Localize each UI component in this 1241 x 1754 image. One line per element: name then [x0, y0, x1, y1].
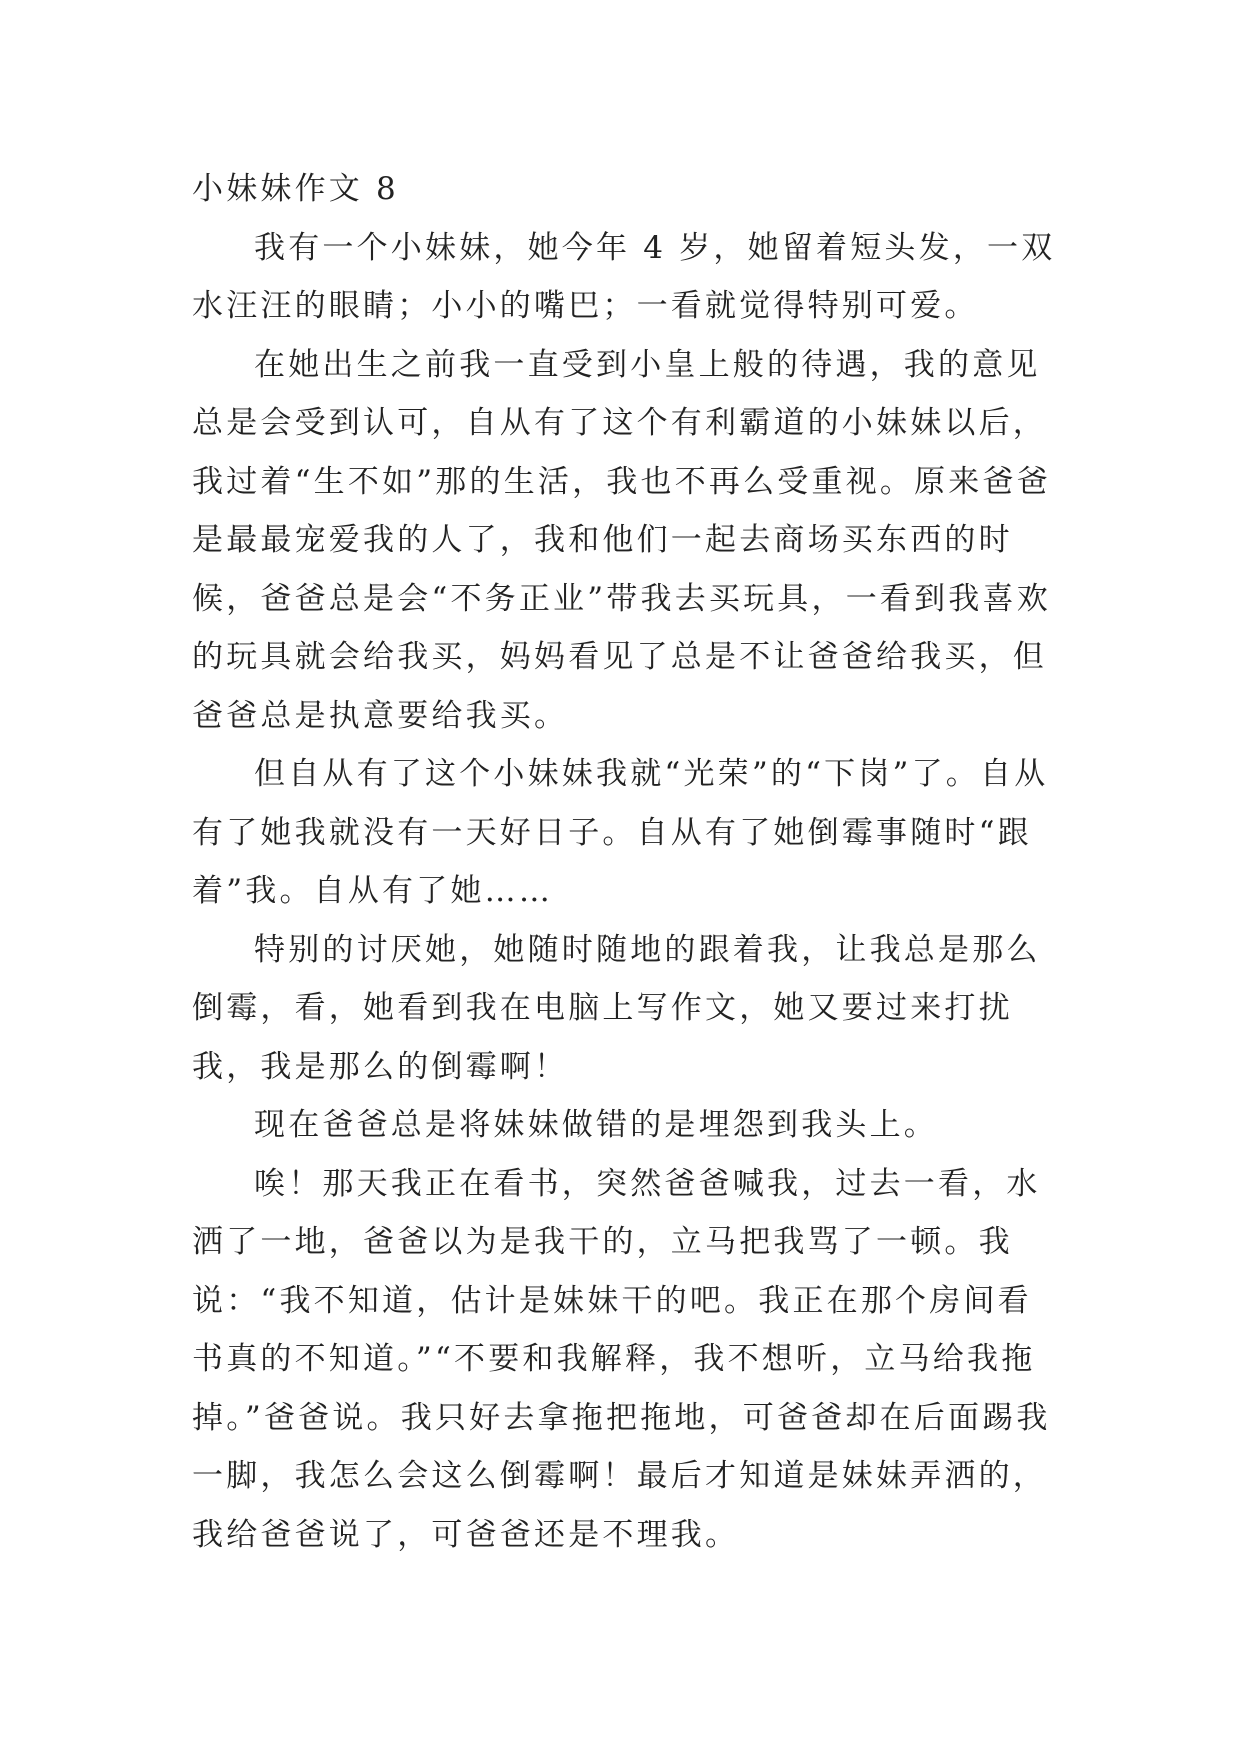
paragraph-6: 唉！那天我正在看书，突然爸爸喊我，过去一看，水洒了一地，爸爸以为是我干的，立马把我骂了一顿。我说：“我不知道，估计是妹妹干的吧。我正在那个房间看书真的不知道。”“不要和我解释，我不想听，立马给我拖掉。”爸爸说。我只好去拿拖把拖地，可爸爸却在后面踢我一脚，我怎么会这么倒霉啊！最后才知道是妹妹弄洒的，我给爸爸说了，可爸爸还是不理我。: [192, 1165, 1051, 1553]
paragraph-3: 但自从有了这个小妹妹我就“光荣”的“下岗”了。自从有了她我就没有一天好日子。自从有了她倒霉事随时“跟着”我。自从有了她……: [192, 756, 1049, 909]
paragraph-1: 我有一个小妹妹，她今年 4 岁，她留着短头发，一双水汪汪的眼睛；小小的嘴巴；一看就觉得特别可爱。: [192, 229, 1056, 324]
document-title: 小妹妹作文 8: [192, 171, 399, 207]
document-body: [192, 160, 1062, 1564]
paragraph-4: 特别的讨厌她，她随时随地的跟着我，让我总是那么倒霉，看，她看到我在电脑上写作文，她又要过来打扰我，我是那么的倒霉啊！: [192, 931, 1041, 1085]
paragraph-2: 在她出生之前我一直受到小皇上般的待遇，我的意见总是会受到认可，自从有了这个有利霸道的小妹妹以后，我过着“生不如”那的生活，我也不再么受重视。原来爸爸是最最宠爱我的人了，我和他们一起去商场买东西的时候，爸爸总是会“不务正业”带我去买玩具，一看到我喜欢的玩具就会给我买，妈妈看见了总是不让爸爸给我买，但爸爸总是执意要给我买。: [192, 346, 1051, 734]
paragraph-5: 现在爸爸总是将妹妹做错的是埋怨到我头上。: [254, 1107, 938, 1143]
